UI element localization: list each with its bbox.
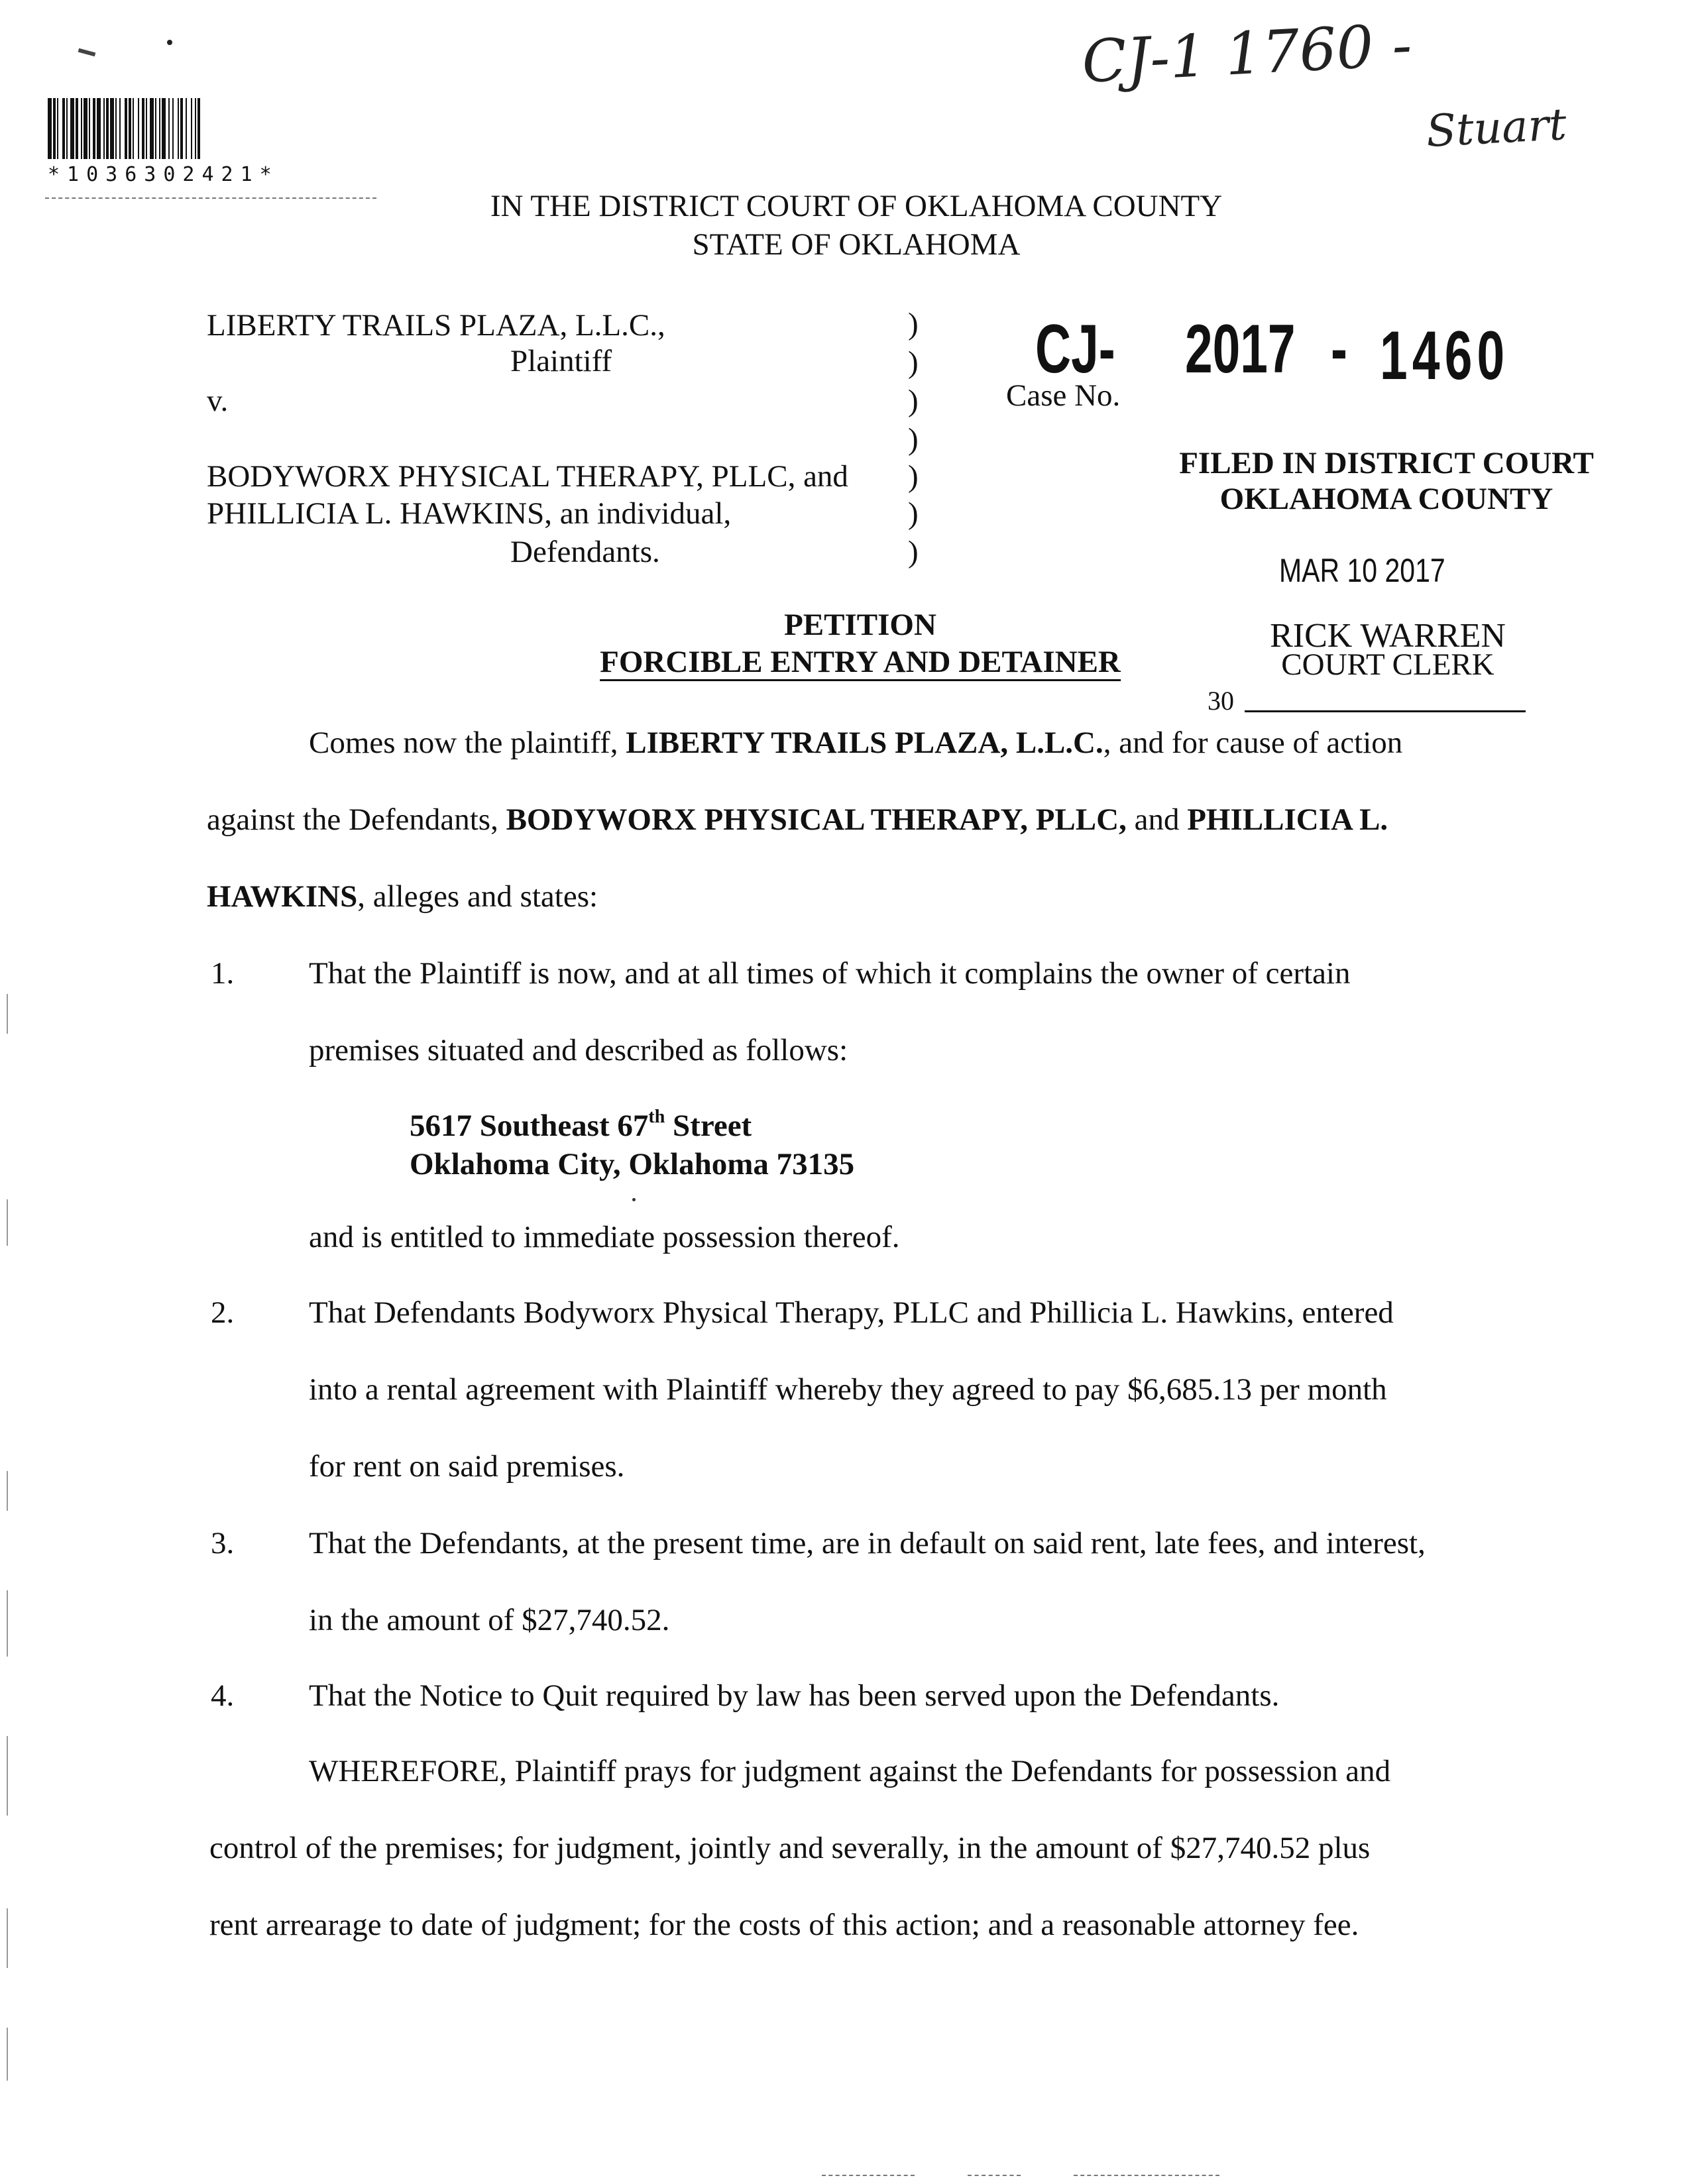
filed-stamp-signature-line — [1245, 710, 1526, 712]
caption-paren: ) — [908, 307, 919, 341]
item-2-line-1: That Defendants Bodyworx Physical Therapy, PLLC and Phillicia L. Hawkins, entered — [309, 1295, 1394, 1330]
filed-stamp-date: MAR 10 2017 — [1279, 552, 1445, 589]
filed-stamp-clerk-title: COURT CLERK — [1281, 647, 1494, 682]
court-name: IN THE DISTRICT COURT OF OKLAHOMA COUNTY — [490, 189, 1223, 223]
wherefore-line-3: rent arrearage to date of judgment; for the costs of this action; and a reasonable attorney fee. — [209, 1908, 1359, 1942]
defendant-2: PHILLICIA L. HAWKINS, an individual, — [207, 496, 732, 531]
handwritten-name-note: Stuart — [1425, 98, 1568, 157]
intro-text: and — [1126, 802, 1188, 837]
address-ordinal: th — [648, 1107, 665, 1127]
intro-line-3 — [207, 881, 598, 912]
barcode — [48, 98, 339, 159]
intro-line-1 — [309, 728, 1402, 759]
filed-stamp-line1: FILED IN DISTRICT COURT — [1179, 446, 1594, 480]
scan-bottom-dash — [968, 2175, 1021, 2176]
item-1-line-1: That the Plaintiff is now, and at all times of which it complains the owner of certain — [309, 956, 1351, 991]
barcode-dashed-rule — [45, 197, 376, 199]
case-dash: - — [1331, 311, 1347, 388]
scan-bottom-dash — [822, 2175, 915, 2176]
intro-text: , and for cause of action — [1103, 726, 1403, 760]
case-no-label: Case No. — [1006, 378, 1121, 413]
scan-margin-line — [7, 1590, 8, 1657]
handwritten-case-note: CJ-1 1760 - — [1080, 10, 1414, 96]
intro-text: Comes now the plaintiff, — [309, 726, 626, 760]
intro-text: , alleges and states: — [357, 879, 598, 914]
plaintiff-name: LIBERTY TRAILS PLAZA, L.L.C., — [207, 308, 665, 343]
premises-address-line-2: Oklahoma City, Oklahoma 73135 — [410, 1147, 855, 1181]
filed-stamp-line2: OKLAHOMA COUNTY — [1219, 482, 1553, 516]
item-3-line-2: in the amount of $27,740.52. — [309, 1603, 670, 1637]
document-subtitle: FORCIBLE ENTRY AND DETAINER — [600, 647, 1121, 681]
scan-margin-line — [7, 1736, 8, 1816]
filed-stamp-clerk-no: 30 — [1208, 686, 1234, 716]
scan-bottom-dash — [1074, 2175, 1219, 2176]
caption-paren: ) — [908, 422, 919, 457]
possession-line: and is entitled to immediate possession thereof. — [309, 1220, 900, 1254]
barcode-number: *1036302421* — [48, 163, 279, 186]
wherefore-line-1: WHEREFORE, Plaintiff prays for judgment against the Defendants for possession and — [309, 1754, 1391, 1788]
intro-plaintiff: LIBERTY TRAILS PLAZA, L.L.C. — [626, 726, 1103, 760]
wherefore-line-2: control of the premises; for judgment, jointly and severally, in the amount of $27,740.52 plus — [209, 1831, 1371, 1865]
scan-margin-line — [7, 1471, 8, 1511]
defendants-label: Defendants. — [510, 535, 660, 569]
barcode-gap — [200, 98, 204, 159]
caption-paren: ) — [908, 384, 919, 418]
case-year: 2017 — [1185, 311, 1296, 388]
item-number: 1. — [211, 956, 235, 991]
address-text: Street — [665, 1109, 752, 1143]
item-2-line-2: into a rental agreement with Plaintiff whereby they agreed to pay $6,685.13 per month — [309, 1372, 1387, 1407]
intro-line-2 — [207, 804, 1388, 836]
filed-stamp-clerk-name: RICK WARREN — [1270, 617, 1506, 655]
intro-defendant-2: PHILLICIA L. — [1187, 802, 1388, 837]
item-number: 4. — [211, 1678, 235, 1713]
stray-dot — [632, 1198, 636, 1201]
scan-mark — [167, 40, 172, 45]
caption-paren: ) — [908, 496, 919, 531]
plaintiff-label: Plaintiff — [510, 344, 612, 378]
intro-defendant-1: BODYWORX PHYSICAL THERAPY, PLLC, — [506, 802, 1127, 837]
case-prefix: CJ- — [1035, 311, 1115, 388]
item-number: 3. — [211, 1526, 235, 1560]
premises-address-line-1 — [410, 1107, 752, 1143]
intro-text: against the Defendants, — [207, 802, 506, 837]
caption-paren: ) — [908, 345, 919, 380]
scan-margin-line — [7, 1199, 8, 1246]
document-title: PETITION — [784, 608, 936, 642]
scan-margin-line — [7, 994, 8, 1034]
case-number: 1460 — [1380, 317, 1510, 394]
item-4-line-1: That the Notice to Quit required by law has been served upon the Defendants. — [309, 1678, 1280, 1713]
item-2-line-3: for rent on said premises. — [309, 1449, 625, 1484]
court-state: STATE OF OKLAHOMA — [692, 227, 1021, 262]
scan-mark — [78, 48, 96, 57]
item-3-line-1: That the Defendants, at the present time, are in default on said rent, late fees, and interest, — [309, 1526, 1426, 1560]
scan-margin-line — [7, 1908, 8, 1968]
caption-paren: ) — [908, 459, 919, 494]
scan-margin-line — [7, 2028, 8, 2081]
versus: v. — [207, 384, 229, 418]
item-1-line-2: premises situated and described as follows: — [309, 1033, 848, 1067]
address-text: 5617 Southeast 67 — [410, 1109, 649, 1143]
intro-defendant-2-cont: HAWKINS — [207, 879, 358, 914]
defendant-1: BODYWORX PHYSICAL THERAPY, PLLC, and — [207, 459, 848, 494]
item-number: 2. — [211, 1295, 235, 1330]
caption-paren: ) — [908, 535, 919, 569]
